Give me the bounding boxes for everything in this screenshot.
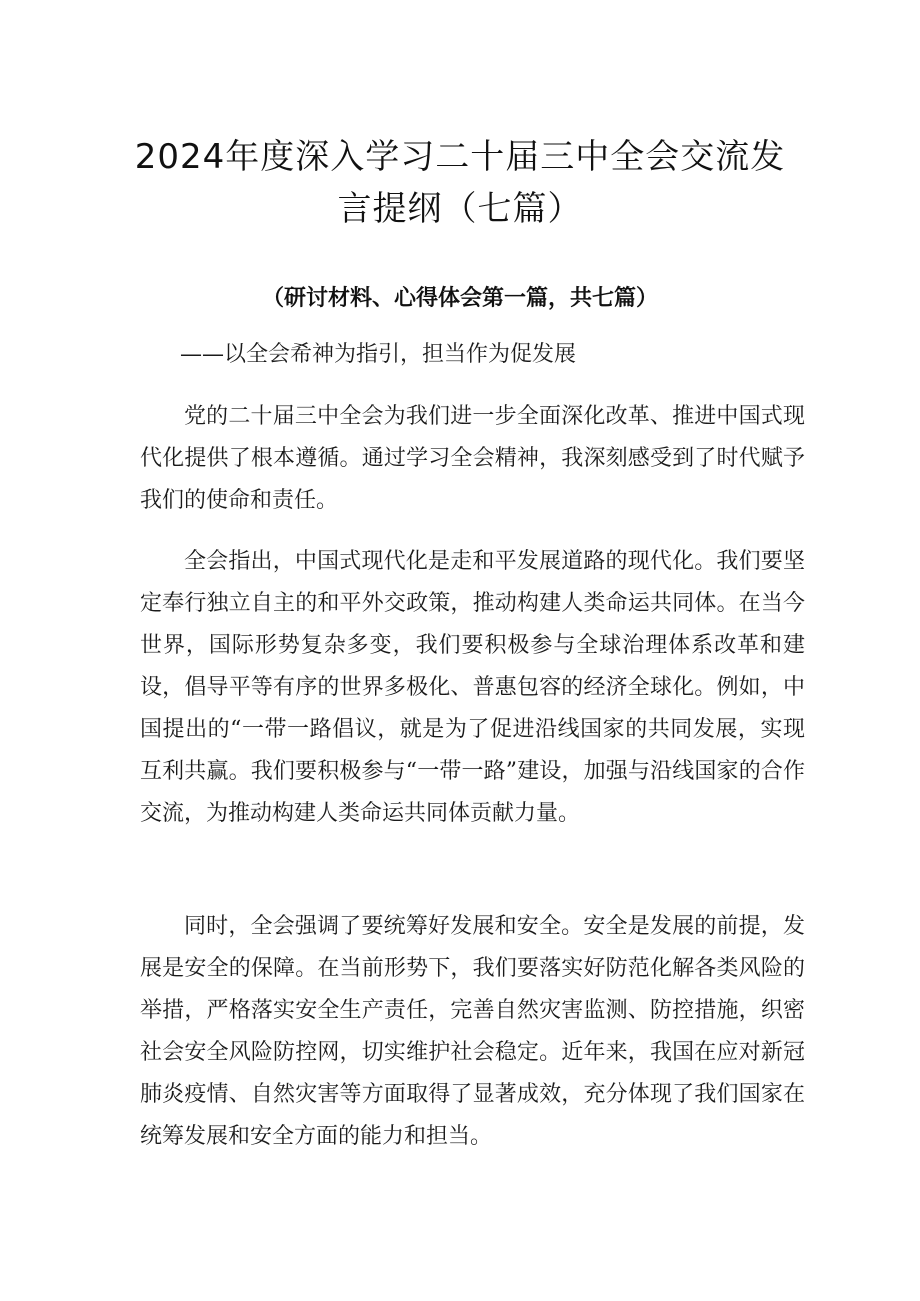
paragraph-2: 全会指出，中国式现代化是走和平发展道路的现代化。我们要坚定奉行独立自主的和平外交政策，推动构建人类命运共同体。在当今世界，国际形势复杂多变，我们要积极参与全球治理体系改革和建设，倡导平等有序的世界多极化、普惠包容的经济全球化。例如，中国提出的“一带一路倡议，就是为了促进沿线国家的共同发展，实现互利共赢。我们要积极参与“一带一路”建设，加强与沿线国家的合作交流，为推动构建人类命运共同体贡献力量。 <box>140 549 805 826</box>
paragraph-1: 党的二十届三中全会为我们进一步全面深化改革、推进中国式现代化提供了根本遵循。通过学习全会精神，我深刻感受到了时代赋予我们的使命和责任。 <box>140 404 805 513</box>
section-heading: ——以全会希神为指引，担当作为促发展 <box>180 342 577 367</box>
document-title <box>130 131 790 235</box>
paragraph-3: 同时，全会强调了要统筹好发展和安全。安全是发展的前提，发展是安全的保障。在当前形势下，我们要落实好防范化解各类风险的举措，严格落实安全生产责任，完善自然灾害监测、防控措施，织密社会安全风险防控网，切实维护社会稳定。近年来，我国在应对新冠肺炎疫情、自然灾害等方面取得了显著成效，充分体现了我们国家在统筹发展和安全方面的能力和担当。 <box>140 914 805 1149</box>
title-line-1: 2024年度深入学习二十届三中全会交流发 <box>134 136 786 177</box>
document-subtitle: （研讨材料、心得体会第一篇，共七篇） <box>261 286 658 311</box>
title-line-2: 言提纲（七篇） <box>337 188 583 229</box>
